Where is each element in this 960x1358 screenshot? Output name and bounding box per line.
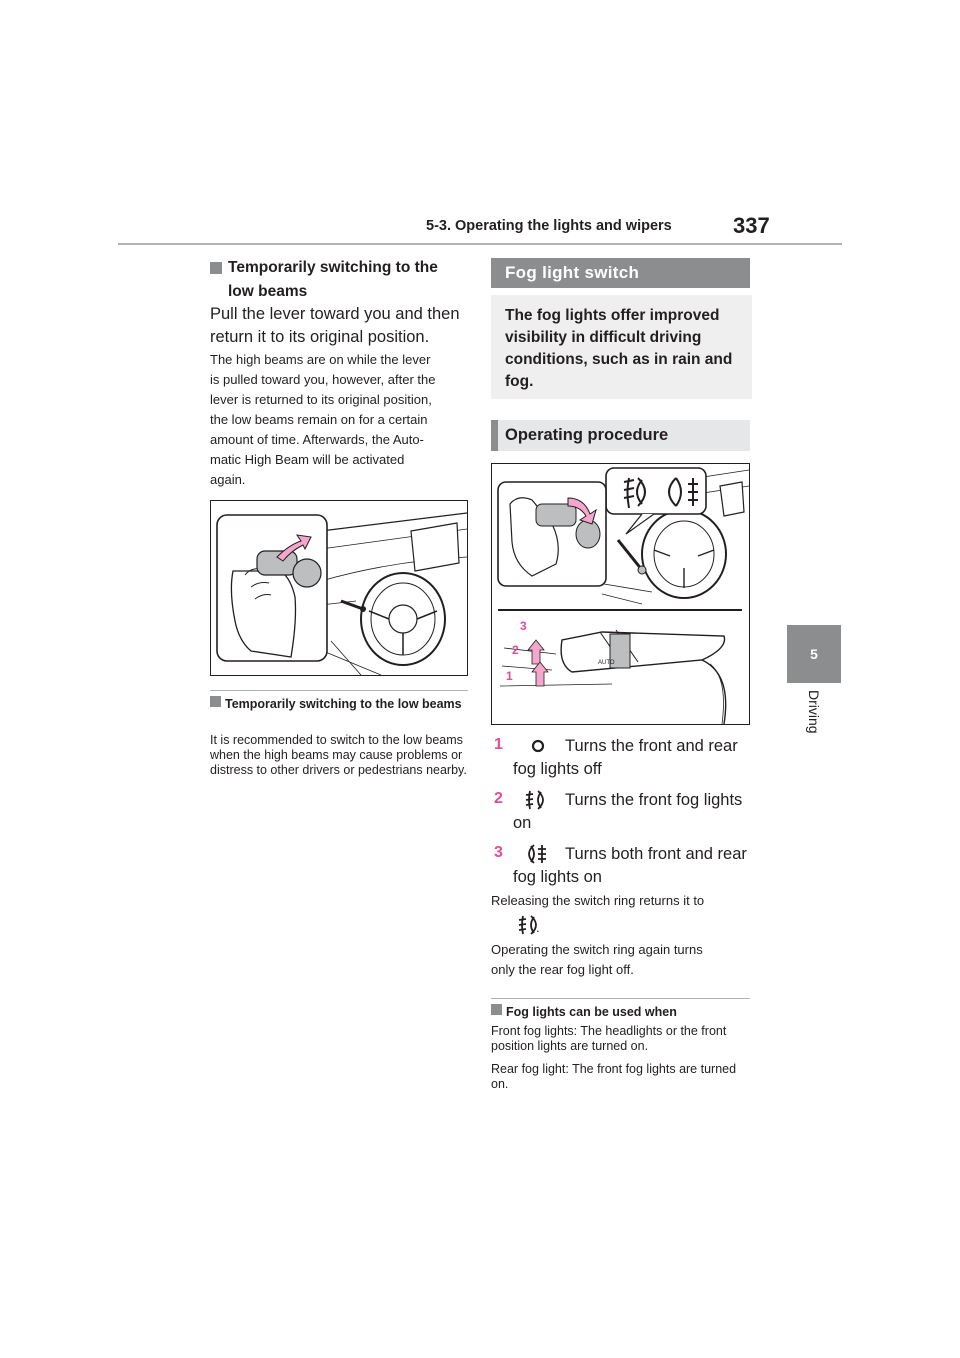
step-text-a: Turns both front and rear — [565, 845, 747, 863]
intro-text: The fog lights offer improved visibility in difficult driving conditions, such as in rain and fog. — [505, 307, 733, 390]
fog-switch-illustration — [492, 464, 749, 724]
body-line: The high beams are on while the lever — [210, 352, 431, 367]
chapter-tab — [787, 625, 841, 683]
note-bullet — [210, 696, 221, 707]
again-line: Operating the switch ring again turns — [491, 942, 703, 957]
low-beam-illustration — [211, 501, 467, 675]
left-note-rule — [210, 690, 468, 691]
left-note-text: It is recommended to switch to the low beams when the high beams may cause problems or distress to other drivers or pedestrians nearby. — [210, 733, 467, 777]
step-text-a: Turns the front and rear — [565, 737, 738, 755]
body-line: the low beams remain on for a certain — [210, 412, 428, 427]
heading-bullet — [210, 262, 222, 274]
note-front: Front fog lights: The headlights or the front position lights are turned on. — [491, 1024, 727, 1053]
step-text-b: fog lights on — [513, 868, 602, 886]
left-heading — [210, 256, 465, 304]
step-text-a: Turns the front fog lights — [565, 791, 743, 809]
fog-off-icon — [531, 739, 545, 758]
left-note-heading — [210, 696, 468, 712]
step-number: 1 — [494, 736, 503, 753]
procedure-title: Operating procedure — [505, 426, 669, 444]
chapter-number: 5 — [810, 646, 818, 662]
left-body — [210, 350, 475, 490]
callout-2: 2 — [512, 643, 519, 657]
step-item — [491, 790, 753, 844]
callout-1: 1 — [506, 669, 513, 683]
left-heading-text: Temporarily switching to the low beams — [228, 259, 438, 300]
body-line: is pulled toward you, however, after the — [210, 372, 436, 387]
body-line: again. — [210, 472, 246, 487]
intro-box — [491, 295, 752, 399]
left-note-heading-text: Temporarily switching to the low beams — [225, 697, 462, 711]
chapter-label-text: Driving — [806, 690, 822, 734]
header-rule — [118, 243, 842, 245]
right-note-heading — [491, 1004, 750, 1020]
fog-switch-figure — [491, 463, 750, 725]
again-line: only the rear fog light off. — [491, 962, 634, 977]
step-text-b: on — [513, 814, 532, 832]
chapter-label — [790, 690, 838, 770]
right-note-rule — [491, 998, 750, 999]
note-rear: Rear fog light: The front fog lights are turned on. — [491, 1062, 737, 1091]
release-text: Releasing the switch ring returns it to — [491, 893, 705, 908]
page-number: 337 — [733, 213, 770, 238]
step-number: 3 — [494, 844, 503, 861]
right-note-heading-text: Fog lights can be used when — [506, 1005, 677, 1019]
body-line: amount of time. Afterwards, the Auto- — [210, 432, 424, 447]
step-text-b: fog lights off — [513, 760, 602, 778]
procedure-banner — [491, 420, 750, 451]
auto-label: AUTO — [598, 660, 615, 666]
fog-light-banner: Fog light switch — [491, 258, 750, 288]
again-text — [491, 940, 753, 980]
callout-3: 3 — [520, 619, 527, 633]
note-bullet — [491, 1004, 502, 1015]
release-period: . — [536, 920, 540, 935]
step-number: 2 — [494, 790, 503, 807]
section-title: 5-3. Operating the lights and wipers — [426, 218, 672, 234]
body-line: matic High Beam will be activated — [210, 452, 405, 467]
left-instruction: Pull the lever toward you and then return it to its original position. — [210, 305, 460, 346]
procedure-bar — [491, 420, 498, 451]
body-line: lever is returned to its original position, — [210, 392, 432, 407]
low-beam-figure — [210, 500, 468, 676]
step-item — [491, 844, 753, 898]
step-list — [491, 736, 753, 898]
step-item — [491, 736, 753, 790]
